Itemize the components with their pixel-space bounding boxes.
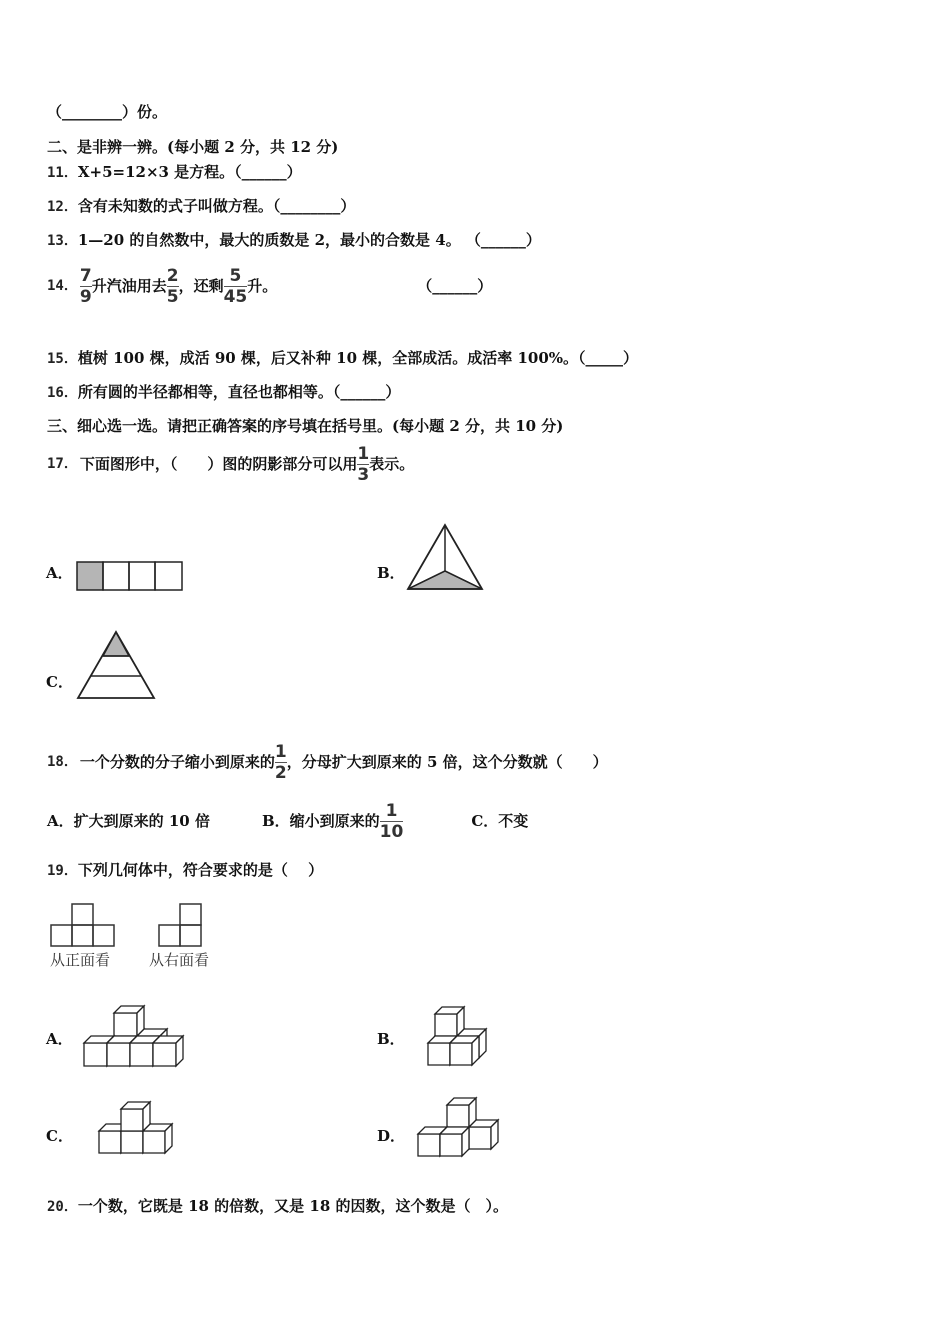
- q17-figure-b-triangle: [405, 523, 485, 593]
- q17-option-a-label: A．: [46, 564, 73, 582]
- fraction-7-9: $\frac{7}{9}$: [79, 265, 92, 307]
- front-view-caption: 从正面看: [50, 951, 111, 969]
- front-view-figure: [50, 903, 120, 949]
- cube: [435, 1007, 464, 1036]
- cube: [447, 1098, 476, 1127]
- fraction-1-10: $\frac{1}{10}$: [379, 800, 404, 842]
- cube: [121, 1102, 150, 1131]
- question-17: 17． 下面图形中，（ ）图的阴影部分可以用 $\frac{1}{3}$ 表示。: [47, 443, 415, 485]
- question-15: 15．植树 100 棵，成活 90 棵，后又补种 10 棵，全部成活。成活率 100%。（_____）: [47, 349, 639, 367]
- q19-figure-b-cubes: [426, 1013, 486, 1069]
- fraction-1-2: $\frac{1}{2}$: [274, 741, 287, 783]
- right-view-figure: [158, 903, 208, 949]
- q19-option-d-label: D．: [377, 1127, 406, 1145]
- q18-option-b: B．缩小到原来的: [261, 812, 380, 830]
- right-view-caption: 从右面看: [149, 951, 210, 969]
- prev-answer-line: （________）份。: [47, 103, 168, 121]
- q19-option-c-label: C．: [46, 1127, 73, 1145]
- q19-option-a-label: A．: [46, 1030, 73, 1048]
- question-18: 18． 一个分数的分子缩小到原来的 $\frac{1}{2}$ ，分母扩大到原来的 5 倍，这个分数就（ ）: [47, 741, 608, 783]
- q17-option-c-label: C．: [46, 673, 73, 691]
- cube: [450, 1036, 479, 1065]
- cube: [469, 1120, 498, 1149]
- q18-option-c: C．不变: [471, 812, 529, 830]
- question-20: 20．一个数，它既是 18 的倍数，又是 18 的因数，这个数是（ ）。: [47, 1197, 508, 1215]
- question-12: 12．含有未知数的式子叫做方程。（________）: [47, 197, 356, 215]
- fraction-5-45: $\frac{5}{45}$: [223, 265, 248, 307]
- cube: [114, 1006, 144, 1036]
- q18-option-a: A．扩大到原来的 10 倍: [47, 812, 210, 830]
- question-19: 19．下列几何体中，符合要求的是（ ）: [47, 861, 324, 879]
- question-11: 11．X+5=12×3 是方程。（______）: [47, 163, 302, 181]
- section-3-heading: 三、细心选一选。请把正确答案的序号填在括号里。(每小题 2 分，共 10 分): [47, 417, 564, 435]
- q17-figure-c-triangle: [76, 630, 156, 700]
- q19-figure-a-cubes: [82, 1008, 187, 1070]
- question-13: 13．1—20 的自然数中，最大的质数是 2，最小的合数是 4。 （______）: [47, 231, 541, 249]
- q17-figure-a-rectangle: [76, 560, 186, 594]
- q19-figure-c-cubes: [97, 1103, 172, 1158]
- fraction-2-5: $\frac{2}{5}$: [166, 265, 179, 307]
- q19-figure-d-cubes: [416, 1097, 498, 1159]
- cube: [143, 1124, 172, 1153]
- q18-options: [47, 797, 528, 845]
- question-16: 16．所有圆的半径都相等，直径也都相等。（______）: [47, 383, 401, 401]
- section-2-heading: 二、是非辨一辨。(每小题 2 分，共 12 分): [47, 138, 339, 156]
- cube: [440, 1127, 469, 1156]
- fraction-1-3: $\frac{1}{3}$: [357, 443, 370, 485]
- question-14: 14． $\frac{7}{9}$ 升汽油用去 $\frac{2}{5}$ ，还剩 $\frac{5}{45}$ 升。 （______）: [47, 265, 493, 307]
- q17-option-b-label: B．: [377, 564, 405, 582]
- cube: [153, 1036, 183, 1066]
- q19-option-b-label: B．: [377, 1030, 405, 1048]
